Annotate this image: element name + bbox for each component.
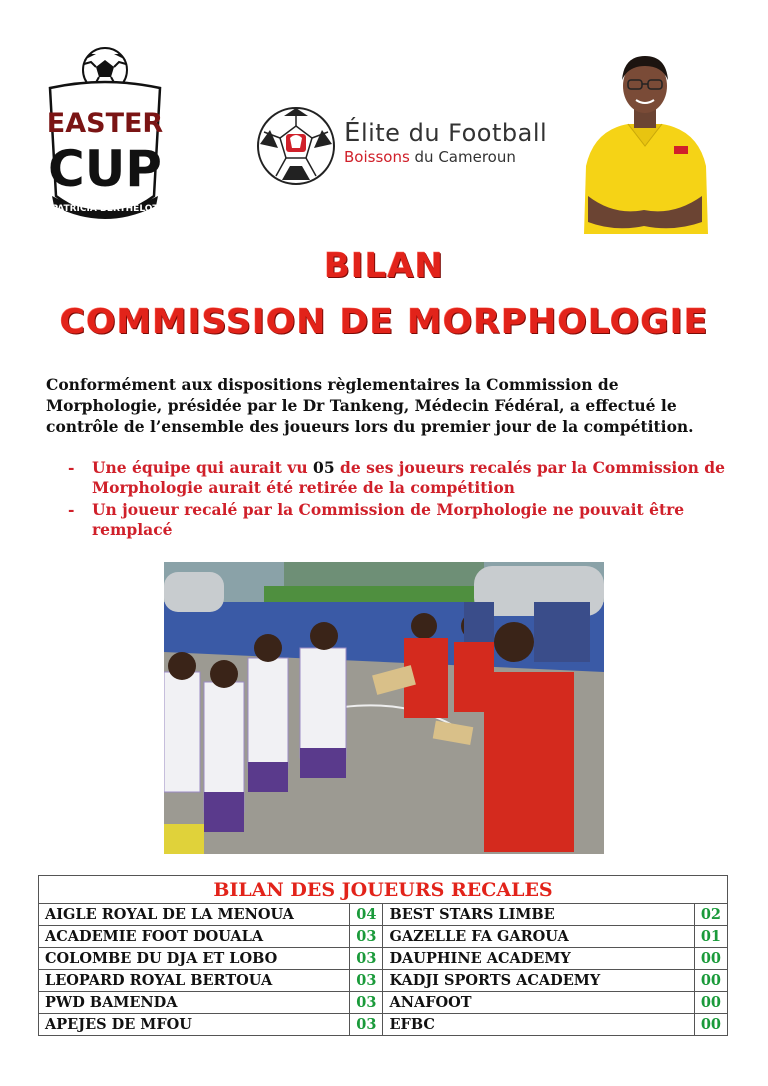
left-count: 03 [350, 992, 383, 1014]
elite-title: Élite du Football [344, 118, 548, 148]
recales-table [38, 875, 728, 1036]
right-team: DAUPHINE ACADEMY [383, 948, 694, 970]
intro-paragraph: Conformément aux dispositions règlementaires la Commission de Morphologie, présidée par le Dr Tankeng, Médecin Fédéral, a effectué le contrôle de l’ensemble des joueurs lors du premier jour de la compétition. [46, 375, 694, 436]
right-count: 01 [694, 926, 727, 948]
cup-text: CUP [48, 140, 162, 198]
portrait-photo [574, 46, 716, 234]
right-count: 00 [694, 970, 727, 992]
easter-text: EASTER [46, 108, 164, 139]
left-count: 04 [350, 904, 383, 926]
elite-logo-text [344, 118, 547, 166]
table-row [39, 904, 728, 926]
table-row [39, 992, 728, 1014]
left-team: APEJES DE MFOU [39, 1014, 350, 1036]
table-row [39, 926, 728, 948]
left-team: COLOMBE DU DJA ET LOBO [39, 948, 350, 970]
left-count: 03 [350, 926, 383, 948]
left-count: 03 [350, 948, 383, 970]
left-count: 03 [350, 1014, 383, 1036]
right-team: ANAFOOT [383, 992, 694, 1014]
table-row [39, 948, 728, 970]
headline-bilan: BILAN [324, 246, 444, 286]
right-team: BEST STARS LIMBE [383, 904, 694, 926]
left-team: LEOPARD ROYAL BERTOUA [39, 970, 350, 992]
right-count: 00 [694, 1014, 727, 1036]
rule-item: - Un joueur recalé par la Commission de Morphologie ne pouvait être remplacé [68, 500, 685, 539]
right-count: 00 [694, 992, 727, 1014]
table-title: BILAN DES JOUEURS RECALES [39, 876, 728, 904]
patricia-banner: PATRICIA BERTHELOT [51, 204, 159, 214]
right-team: GAZELLE FA GAROUA [383, 926, 694, 948]
right-count: 00 [694, 948, 727, 970]
right-count: 02 [694, 904, 727, 926]
table-row [39, 1014, 728, 1036]
team-photo [164, 562, 604, 854]
rule-item: - Une équipe qui aurait vu 05 de ses joueurs recalés par la Commission de Morphologie aurait été retirée de la compétition [68, 458, 726, 497]
headline-commission: COMMISSION DE MORPHOLOGIE [59, 302, 709, 342]
right-team: EFBC [383, 1014, 694, 1036]
elite-football-ball-icon [254, 104, 338, 188]
left-team: AIGLE ROYAL DE LA MENOUA [39, 904, 350, 926]
rules-list [68, 458, 728, 542]
easter-cup-logo [44, 46, 166, 232]
rule-number: 05 [313, 458, 335, 477]
right-team: KADJI SPORTS ACADEMY [383, 970, 694, 992]
elite-subtitle: Boissons du Cameroun [344, 148, 516, 166]
left-team: ACADEMIE FOOT DOUALA [39, 926, 350, 948]
left-count: 03 [350, 970, 383, 992]
table-row [39, 970, 728, 992]
left-team: PWD BAMENDA [39, 992, 350, 1014]
